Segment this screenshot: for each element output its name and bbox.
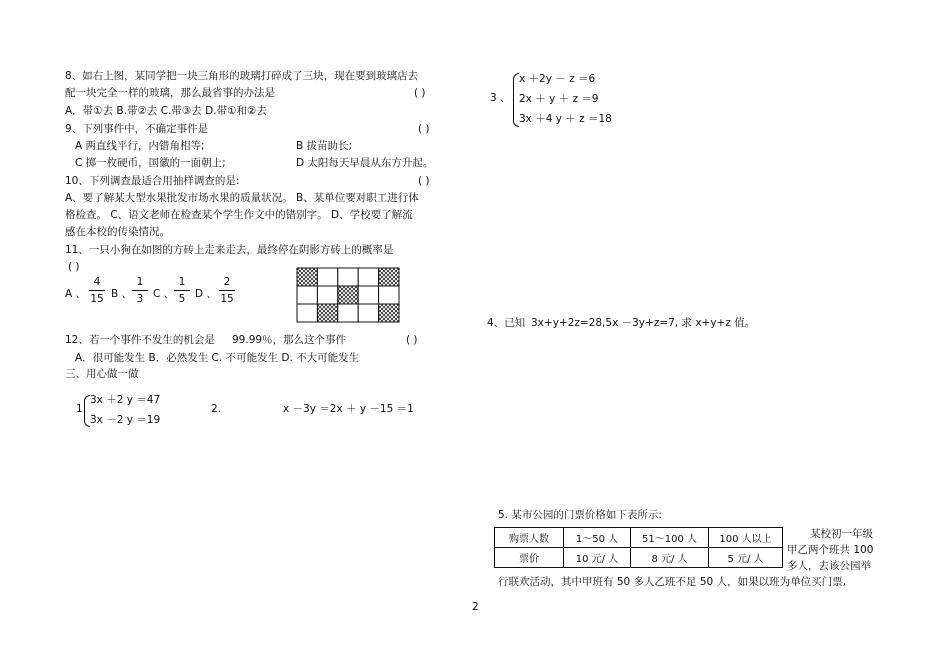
plain-tile (297, 286, 317, 304)
table-row (495, 528, 783, 548)
plain-tile (338, 268, 358, 286)
plain-tile (338, 304, 358, 322)
q8-paren: ( ) (414, 87, 426, 99)
plain-tile (358, 286, 378, 304)
q10-line2: 格检查。 C、语文老师在检查某个学生作文中的错别字。 D、学校要了解流 (65, 209, 413, 221)
q12-paren: ( ) (406, 334, 418, 346)
q9-paren: ( ) (418, 123, 430, 135)
p1-eq2: 3x －2 y ＝19 (90, 414, 161, 426)
ticket-price-table (494, 527, 783, 568)
q9-option-d: D 太阳每天早晨从东方升起。 (296, 157, 434, 169)
q11-fraction-b: 1 3 (132, 277, 148, 304)
p2-equation: x －3y ＝2x ＋ y －15 ＝1 (283, 403, 414, 415)
q9-option-a: A 两直线平行，内错角相等; (75, 140, 205, 152)
q10-line1: A、要了解某大型水果批发市场水果的质量状况。 B、某单位要对职工进行体 (65, 192, 419, 204)
q8-line1: 8、如右上图，某同学把一块三角形的玻璃打碎成了三块，现在要到玻璃店去 (65, 70, 419, 82)
q11-label-a: A 、 (65, 288, 87, 300)
p3-eq1: x ＋2y － z ＝6 (519, 73, 596, 85)
plain-tile (317, 268, 337, 286)
table-cell: 8 元/ 人 (631, 548, 709, 568)
q9-option-c: C 掷一枚硬币，国徽的一面朝上; (75, 157, 226, 169)
p5-side-line2: 甲乙两个班共 100 (787, 544, 874, 556)
table-row (495, 548, 783, 568)
p1-number: 1 (76, 403, 83, 415)
p2-number: 2. (211, 403, 222, 415)
q11-fraction-a: 4 15 (90, 276, 104, 305)
q12-stem: 12、若一个事件不发生的机会是 (65, 334, 215, 346)
p5-side-line3: 多人，去该公园举 (787, 560, 871, 572)
q11-label-b: B 、 (111, 288, 133, 300)
q10-stem: 10、下列调查最适合用抽样调查的是: (65, 175, 240, 187)
q8-options: A．带①去 B.带②去 C.带③去 D.带①和②去 (65, 105, 267, 117)
table-cell: 购票人数 (495, 528, 564, 548)
p4-prefix: 4、已知 (487, 317, 526, 329)
q12-value: 99.99％，那么这个事件 (232, 334, 347, 346)
q10-paren: ( ) (418, 175, 430, 187)
q11-label-c: C 、 (153, 288, 175, 300)
q9-stem: 9、下列事件中，不确定事件是 (65, 123, 209, 135)
p3-number: 3 、 (490, 92, 511, 104)
p3-eq3: 3x ＋4 y ＋ z ＝18 (519, 113, 612, 125)
table-cell: 51～100 人 (631, 528, 709, 548)
shaded-tile (338, 286, 358, 304)
plain-tile (379, 286, 399, 304)
plain-tile (297, 304, 317, 322)
plain-tile (358, 268, 378, 286)
plain-tile (317, 286, 337, 304)
p1-eq1: 3x ＋2 y ＝47 (90, 394, 161, 406)
shaded-tile (379, 268, 399, 286)
p5-bottom-line: 行联欢活动，其中甲班有 50 多人乙班不足 50 人，如果以班为单位买门票, (498, 576, 846, 588)
q11-fraction-d: 2 15 (220, 276, 234, 305)
q8-line2: 配一块完全一样的玻璃，那么最省事的办法是 (65, 87, 275, 99)
shaded-tile (379, 304, 399, 322)
p5-stem: 5. 某市公园的门票价格如下表所示: (498, 509, 662, 521)
q9-option-b: B 拔苗助长; (296, 140, 353, 152)
q11-paren: ( ) (68, 261, 80, 273)
table-cell: 5 元/ 人 (709, 548, 783, 568)
q11-label-d: D 、 (195, 288, 217, 300)
table-cell: 票价 (495, 548, 564, 568)
q11-stem: 11、一只小狗在如图的方砖上走来走去，最终停在阴影方砖上的概率是 (65, 244, 394, 256)
q12-options: A．很可能发生 B．必然发生 C. 不可能发生 D. 不大可能发生 (75, 352, 360, 364)
plain-tile (358, 304, 378, 322)
table-cell: 100 人以上 (709, 528, 783, 548)
tile-grid-figure (296, 267, 400, 323)
page-number: 2 (472, 601, 479, 613)
table-cell: 10 元/ 人 (564, 548, 631, 568)
section-title: 三、用心做一做 (65, 368, 139, 380)
q10-line3: 感在本校的传染情况。 (65, 226, 170, 238)
p4-text: 3x+y+2z=28,5x －3y+z=7, 求 x+y+z 值。 (531, 317, 756, 329)
q11-fraction-c: 1 5 (174, 277, 190, 304)
shaded-tile (317, 304, 337, 322)
p3-eq2: 2x ＋ y ＋ z ＝9 (519, 93, 599, 105)
table-cell: 1～50 人 (564, 528, 631, 548)
p5-side-line1: 某校初一年级 (810, 528, 873, 540)
shaded-tile (297, 268, 317, 286)
